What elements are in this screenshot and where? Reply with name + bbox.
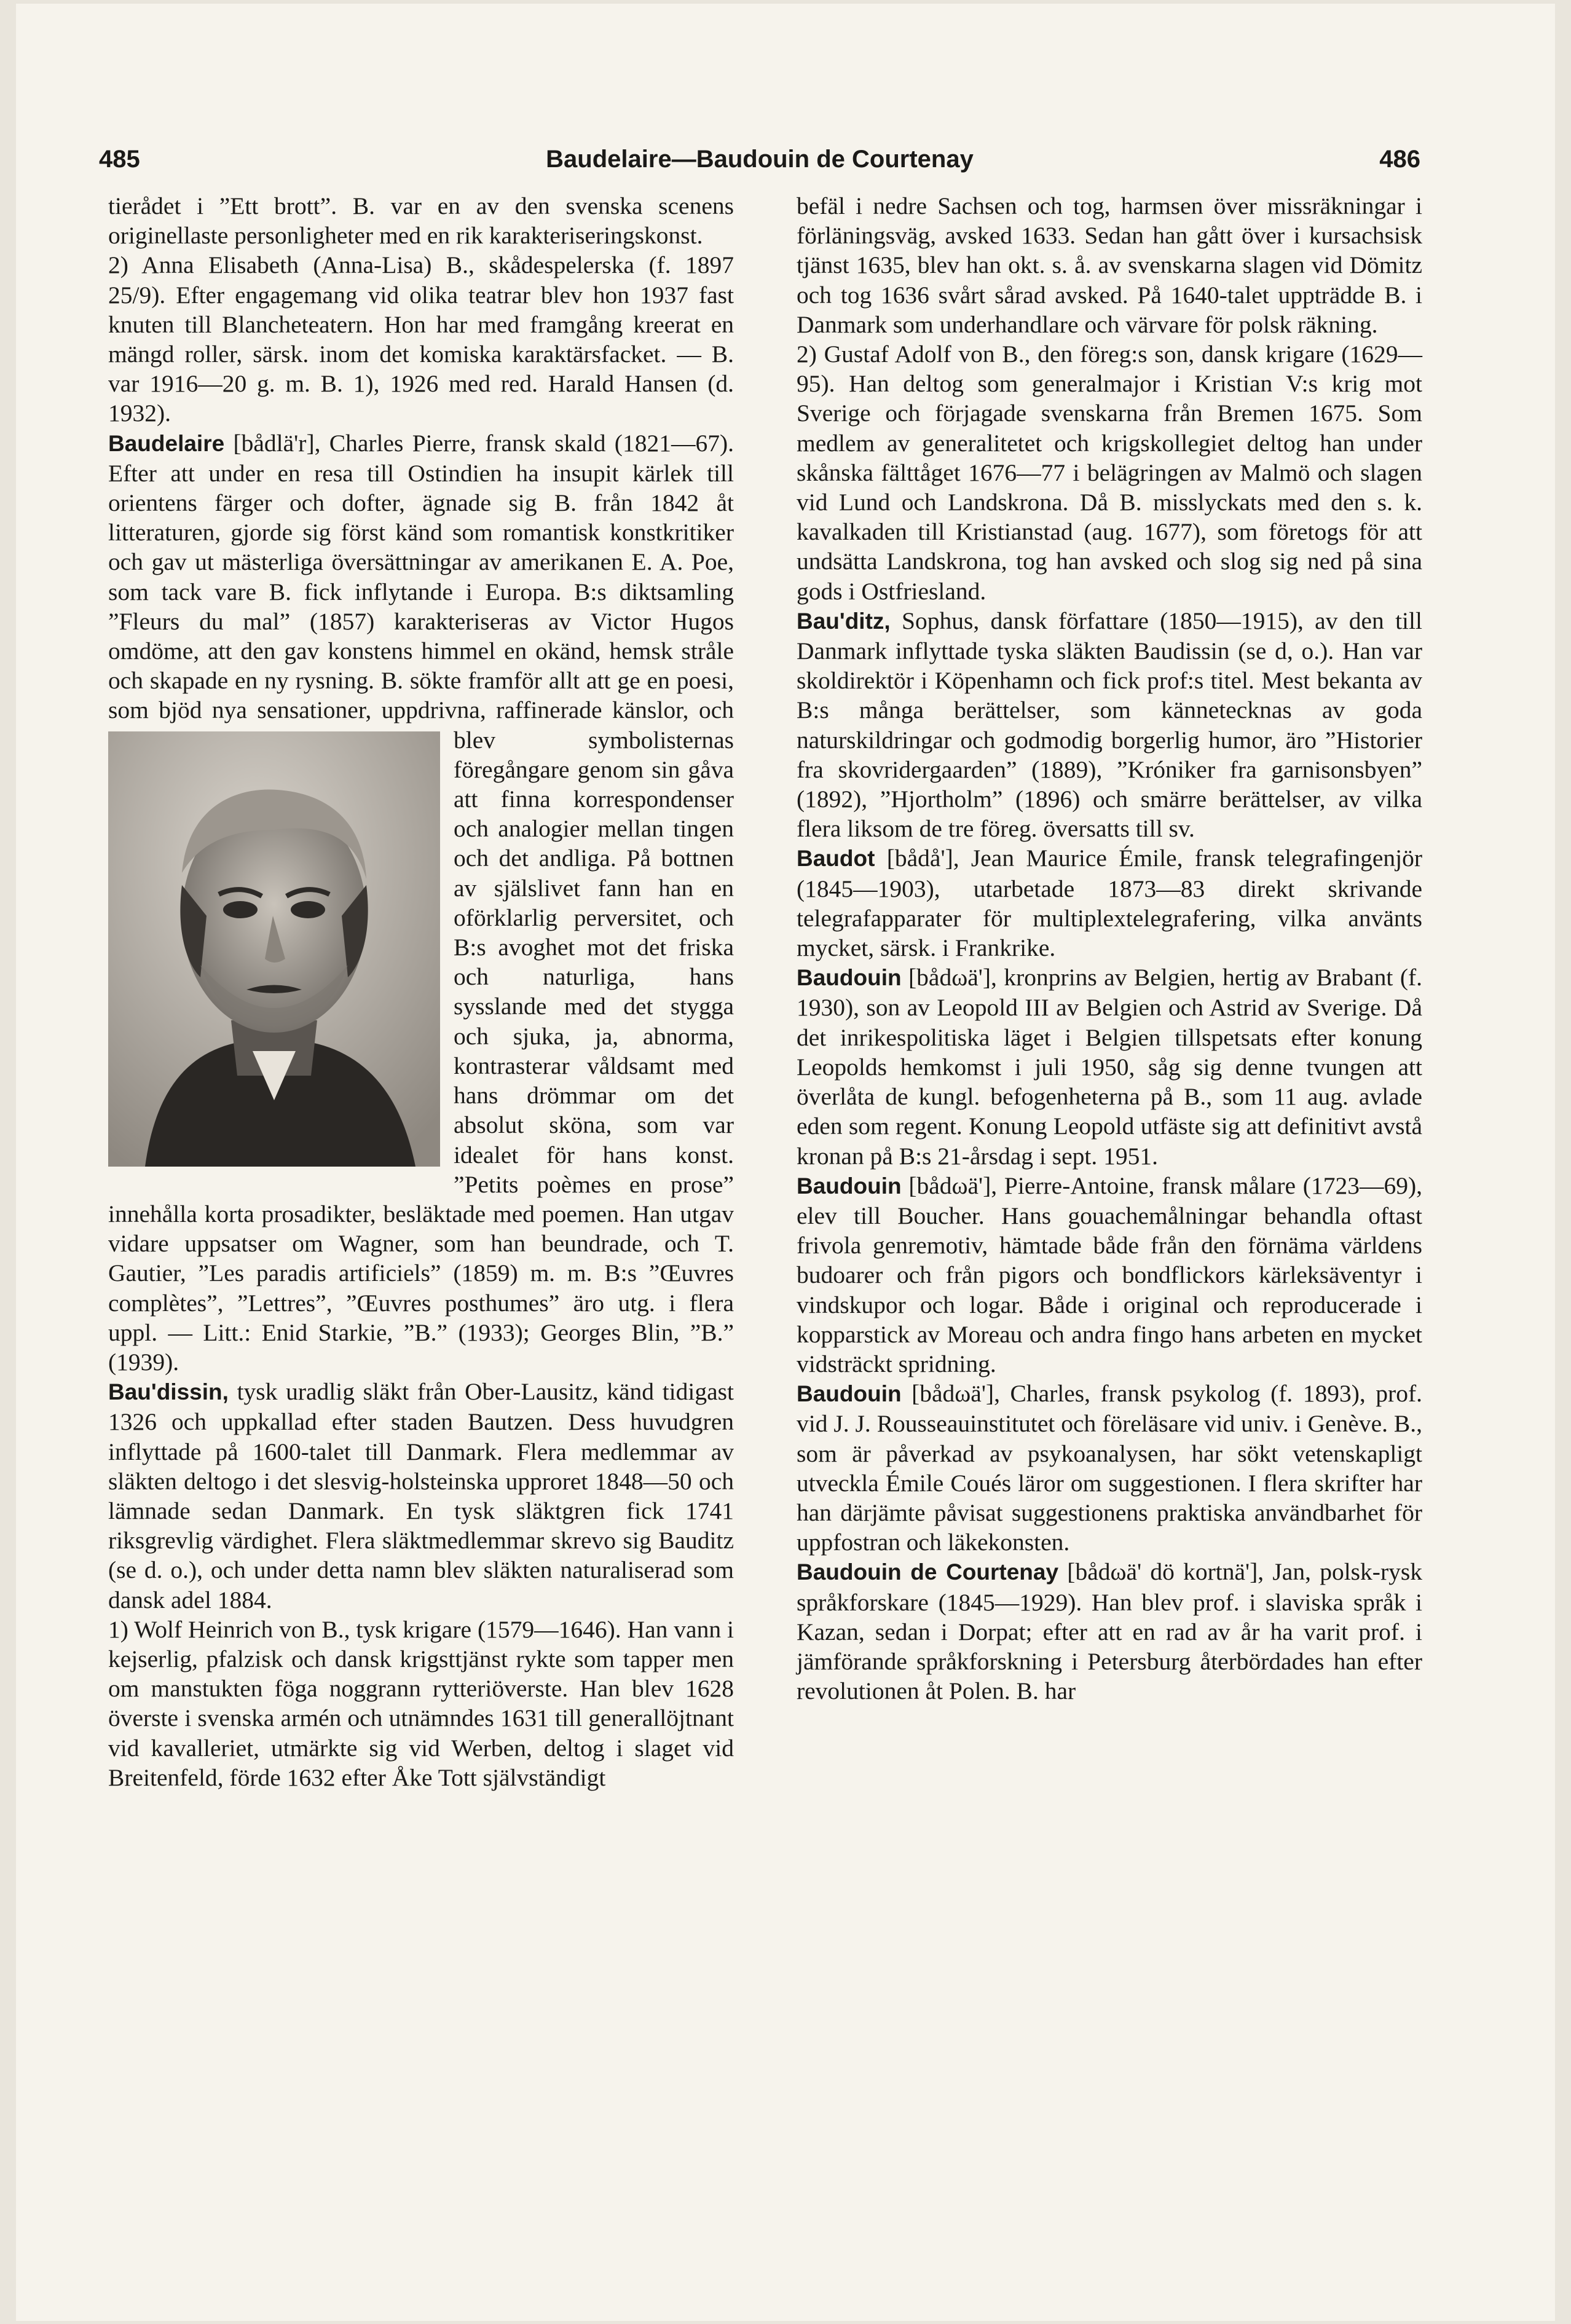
entry-headword: Baudot	[797, 846, 875, 872]
entry-paragraph	[797, 339, 1422, 606]
entry-text: tierådet i ”Ett brott”. B. var en av den svenska scenens originellaste personligheter med en rik karakteriseringskonst.	[108, 192, 734, 250]
entry-headword: Baudouin	[797, 965, 902, 991]
dictionary-entry	[108, 428, 734, 1377]
entry-headword: Bau'ditz,	[797, 608, 891, 634]
dictionary-entry	[797, 963, 1422, 1170]
dictionary-entry	[797, 1171, 1422, 1379]
entry-headword: Baudouin	[797, 1173, 902, 1199]
entry-text: 2) Anna Elisabeth (Anna-Lisa) B., skådespelerska (f. 1897 25/9). Efter engagemang vid olika teatrar blev hon 1937 fast knuten till Blancheteatern. Hon har med framgång kreerat en mängd roller, särsk. inom det komiska karaktärsfacket. — B. var 1916—20 g. m. B. 1), 1926 med red. Harald Hansen (d. 1932).	[108, 251, 734, 427]
entry-text: [bådlä'r], Charles Pierre, fransk skald (1821—67). Efter att under en resa till Ostindien ha insupit kärlek till orientens färger och dofter, ägnade sig B. från 1842 åt litteraturen, gjorde sig först känd som romantisk konstkritiker och gav ut mästerliga översättningar av amerikanen E. A. Poe, som tack vare B. fick inflytande i Europa. B:s diktsamling ”Fleurs du mal” (1857) karakteriseras av Victor Hugos omdöme, att den gav konstens himmel en okänd, hemsk stråle och skapade en ny rysning. B. sökte framför allt att ge en poesi, som bjöd nya sensationer, uppdrivna, raffinerade känslor, och	[108, 429, 734, 724]
page-number-left: 485	[99, 146, 140, 173]
entry-text: [bådωä'], Pierre-Antoine, fransk målare (1723—69), elev till Boucher. Hans gouachemålningar behandla oftast frivola genremotiv, hämtade både från den förnäma världens budoarer och från pigors och bondflickors kärleksäventyr i vindskupor och logar. Både i original och reproducerade i kopparstick av Moreau och andra fingo hans arbeten en mycket vidsträckt spridning.	[797, 1172, 1422, 1377]
entry-text: [bådωä' dö kortnä'], Jan, polsk-rysk språkforskare (1845—1929). Han blev prof. i slaviska språk i Kazan, sedan i Dorpat; efter att en rad av år ha varit prof. i jämförande språkforskning i Petersburg återbördades han efter revolutionen åt Polen. B. har	[797, 1558, 1422, 1705]
dictionary-entry	[797, 843, 1422, 963]
portrait-photo-icon	[108, 731, 440, 1167]
entry-text: 2) Gustaf Adolf von B., den föreg:s son, dansk krigare (1629—95). Han deltog som generalmajor i Kristian V:s krig mot Sverige och förjagade svenskarna från Bremen 1675. Som medlem av generalitetet och krigskollegiet deltog han under skånska fälttåget 1676—77 i belägringen av Malmö och slagen vid Lund och Landskrona. Då B. misslyckats med den s. k. kavalkaden till Kristianstad (aug. 1677), som företogs för att undsätta Landskrona, tog han avsked och slog sig ned på sina gods i Ostfriesland.	[797, 341, 1422, 605]
entry-paragraph	[108, 250, 734, 428]
page-number-right: 486	[1379, 146, 1420, 173]
entry-headword: Bau'dissin,	[108, 1379, 229, 1405]
running-title: Baudelaire—Baudouin de Courtenay	[546, 146, 974, 173]
entry-text: blev symbolisternas föregångare genom sin gåva att finna korrespondenser och analogier mellan tingen och det andliga. På bottnen av själslivet fann han en oförklarlig perversitet, och B:s avoghet mot det friska och naturliga, hans sysslande med det stygga och sjuka, ja, abnorma, kontrasterar våldsamt med hans drömmar om det absolut sköna, som var idealet för hans konst. ”Petits poèmes en prose” innehålla korta prosadikter, besläktade med poemen. Han utgav vidare uppsatser om Wagner, som han beundrade, och T. Gautier, ”Les paradis artificiels” (1859) m. m. B:s ”Œuvres complètes”, ”Lettres”, ”Œuvres posthumes” äro utg. i flera uppl. — Litt.: Enid Starkie, ”B.” (1933); Georges Blin, ”B.” (1939).	[108, 726, 734, 1376]
dictionary-entry	[797, 606, 1422, 844]
entry-paragraph	[108, 191, 734, 250]
entry-headword: Baudelaire	[108, 430, 225, 456]
running-header	[99, 138, 1420, 181]
entry-text: befäl i nedre Sachsen och tog, harmsen över missräkningar i förläningsväg, avsked 1633. Sedan han gått över i kursachsisk tjänst 1635, blev han okt. s. å. av svenskarna slagen vid Dömitz och tog 1636 svårt sårad avsked. På 1640-talet uppträdde B. i Danmark som underhandlare och värvare för polsk räkning.	[797, 192, 1422, 338]
entry-headword: Baudouin de Courtenay	[797, 1559, 1059, 1585]
dictionary-entry	[797, 1557, 1422, 1706]
entry-text: 1) Wolf Heinrich von B., tysk krigare (1579—1646). Han vann i kejserlig, pfalzisk och dansk krigsttjänst rykte som tapper men om manstukten föga noggrann rytteriöverste. Han blev 1628 överste i svenska armén och utnämndes 1631 till generallöjtnant vid kavalleriet, utmärkte sig vid Werben, deltog i slaget vid Breitenfeld, förde 1632 efter Åke Tott självständigt	[108, 1615, 734, 1791]
entry-text: [bådωä'], Charles, fransk psykolog (f. 1893), prof. vid J. J. Rousseauinstitutet och föreläsare vid univ. i Genève. B., som är påverkad av psykoanalysen, har sökt vetenskapligt utveckla Émile Coués läror om suggestionen. I flera skrifter har han därjämte påvisat suggestionens praktiska användbarhet för uppfostran och läkekonsten.	[797, 1380, 1422, 1556]
entry-text: [bådå'], Jean Maurice Émile, fransk telegrafingenjör (1845—1903), utarbetade 1873—83 direkt skrivande telegrafapparater för multiplextelegrafering, vilka använts mycket, särsk. i Frankrike.	[797, 845, 1422, 962]
entry-text: Sophus, dansk författare (1850—1915), av den till Danmark inflyttade tyska släkten Baudissin (se d, o.). Han var skoldirektör i Köpenhamn och fick prof:s titel. Mest bekanta av B:s många berättelser, som kännetecknas av goda naturskildringar och godmodig borgerlig humor, äro ”Historier fra skovridergaarden” (1889), ”Króniker fra garnisonsbyen” (1892), ”Hjortholm” (1896) och smärre berättelser, av vilka flera liksom de tre föreg. översatts till sv.	[797, 607, 1422, 843]
entry-headword: Baudouin	[797, 1381, 902, 1407]
left-column	[108, 191, 734, 1792]
entry-text: tysk uradlig släkt från Ober-Lausitz, känd tidigast 1326 och uppkallad efter staden Bautzen. Dess huvudgren inflyttade på 1600-talet till Danmark. Flera medlemmar av släkten deltogo i det slesvig-holsteinska upproret 1848—50 och lämnade sedan Danmark. En tysk släktgren fick 1741 riksgrevlig värdighet. Flera släktmedlemmar skrevo sig Bauditz (se d. o.), och under detta namn blev släkten naturaliserad som dansk adel 1884.	[108, 1378, 734, 1613]
entry-paragraph	[797, 191, 1422, 339]
dictionary-entry	[797, 1379, 1422, 1557]
dictionary-entry	[108, 1377, 734, 1615]
entry-text: [bådωä'], kronprins av Belgien, hertig av Brabant (f. 1930), son av Leopold III av Belgien och Astrid av Sverige. Då det inrikespolitiska läget i Belgien tillspetsats efter konung Leopolds hemkomst i juli 1950, såg sig denne tvungen att överlåta de kungl. befogenheterna på B., som 11 aug. avlade eden som regent. Konung Leopold utfäste sig att definitivt avstå kronan på B:s 21-årsdag i sept. 1951.	[797, 964, 1422, 1170]
entry-paragraph	[108, 1615, 734, 1792]
dictionary-page	[16, 4, 1555, 2321]
right-column	[797, 191, 1422, 1706]
